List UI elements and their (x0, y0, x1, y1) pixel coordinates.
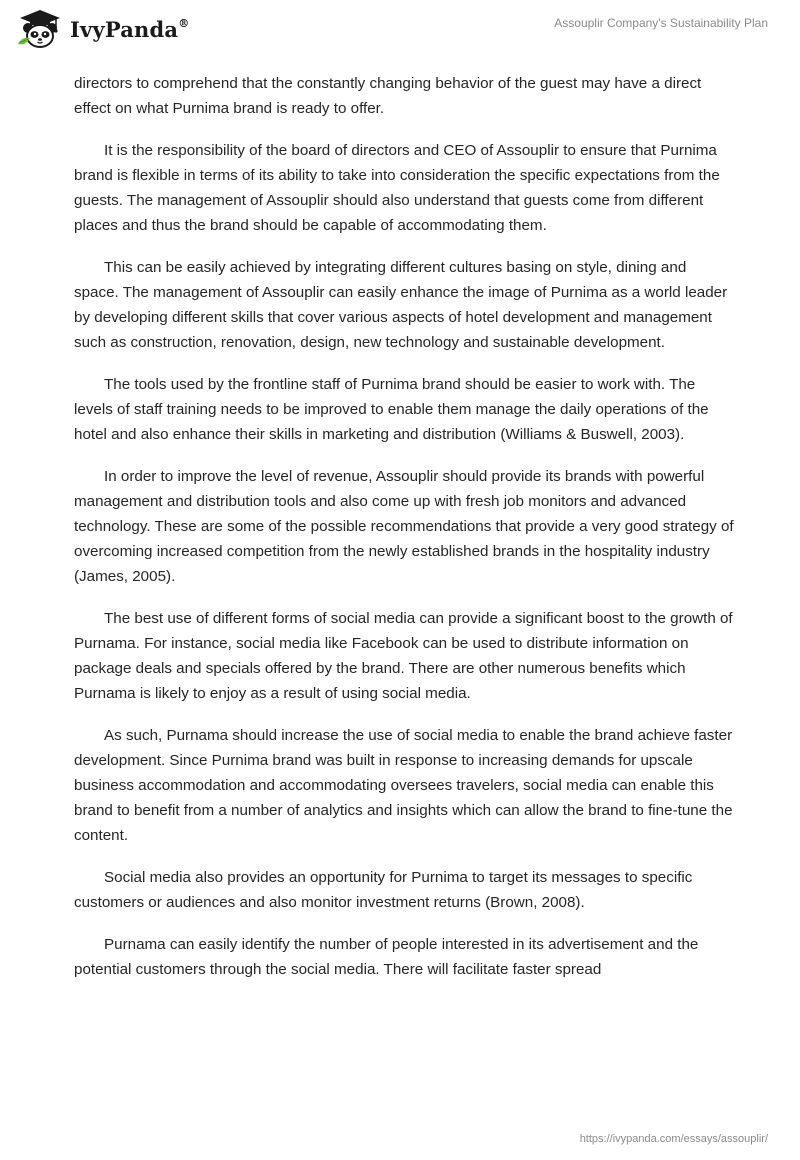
paragraph: Social media also provides an opportunity for Purnima to target its messages to specific customers or audiences and also monitor investment returns (Brown, 2008). (74, 869, 693, 911)
paragraph: It is the responsibility of the board of directors and CEO of Assouplir to ensure that Purnima brand is flexible in terms of its ability to take into consideration the specific expectations from the guests. The management of Assouplir should also understand that guests come from different places and thus the brand should be capable of accommodating them. (74, 142, 720, 234)
panda-icon (16, 8, 64, 50)
paragraph: Purnama can easily identify the number of people interested in its advertisement and the potential customers through the social media. There will facilitate faster spread (74, 936, 699, 978)
paragraph: The tools used by the frontline staff of Purnima brand should be easier to work with. The levels of staff training needs to be improved to enable them manage the daily operations of the hotel and also enhance their skills in marketing and distribution (Williams & Buswell, 2003). (74, 376, 709, 443)
essay-body (74, 71, 734, 999)
brand-name: IvyPanda® (70, 16, 190, 42)
paragraph: As such, Purnama should increase the use of social media to enable the brand achieve faster development. Since Purnima brand was built in response to increasing demands for upscale business accommodation and accommodating oversees travelers, social media can enable this brand to benefit from a number of analytics and insights which can allow the brand to fine-tune the content. (74, 727, 733, 844)
registered-mark: ® (178, 16, 190, 30)
page-header (0, 0, 800, 70)
ivypanda-logo[interactable] (16, 8, 189, 50)
paragraph: The best use of different forms of social media can provide a significant boost to the growth of Purnama. For instance, social media like Facebook can be used to distribute information on package deals and specials offered by the brand. There are other numerous benefits which Purnama is likely to enjoy as a result of using social media. (74, 610, 733, 702)
source-url[interactable]: https://ivypanda.com/essays/assouplir/ (579, 1133, 768, 1145)
paragraph: directors to comprehend that the constantly changing behavior of the guest may have a direct effect on what Purnima brand is ready to offer. (74, 75, 702, 117)
document-title: Assouplir Company's Sustainability Plan (554, 16, 768, 30)
paragraph: In order to improve the level of revenue, Assouplir should provide its brands with powerful management and distribution tools and also come up with fresh job monitors and advanced technology. These are some of the possible recommendations that provide a very good strategy of overcoming increased competition from the newly established brands in the hospitality industry (James, 2005). (74, 468, 734, 585)
paragraph: This can be easily achieved by integrating different cultures basing on style, dining and space. The management of Assouplir can easily enhance the image of Purnima as a world leader by developing different skills that cover various aspects of hotel development and management such as construction, renovation, design, new technology and sustainable development. (74, 259, 728, 351)
